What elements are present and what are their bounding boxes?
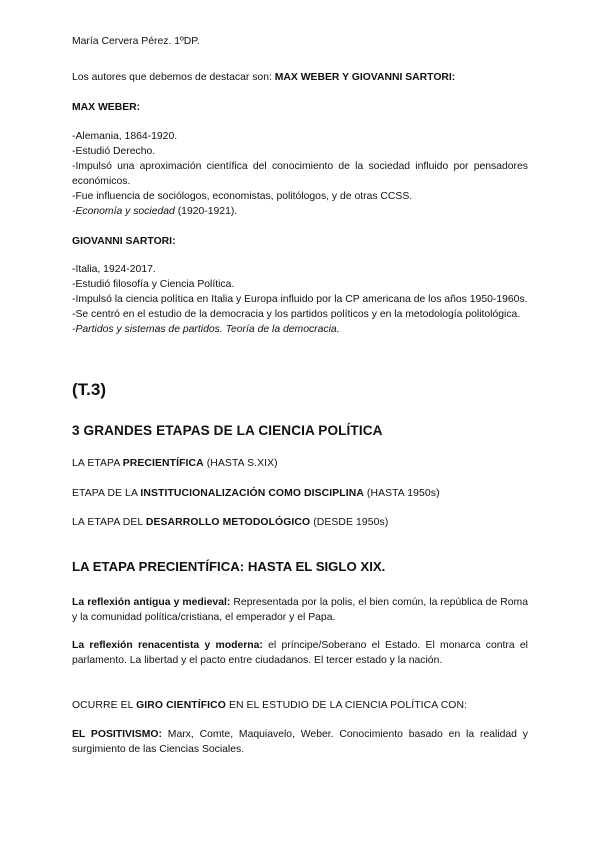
paragraph-body: el príncipe/Soberano el Estado. El monarca contra el parlamento. La libertad y el pacto entre ciudadanos. El tercer estado y la nación.	[72, 640, 528, 666]
sartori-item: -Italia, 1924-2017.	[72, 264, 156, 275]
paragraph-renacentista	[72, 638, 528, 668]
paragraph-body: Representada por la polis, el bien común, la república de Roma y la comunidad política/cristiana, el emperador y el Papa.	[72, 597, 528, 623]
stage-item	[72, 456, 528, 471]
intro-authors: MAX WEBER Y GIOVANNI SARTORI:	[274, 72, 456, 83]
paragraph-lead: EL POSITIVISMO:	[72, 729, 162, 740]
stage-item	[72, 486, 528, 501]
stage-prefix: ETAPA DE LA	[72, 488, 141, 499]
weber-work-title: -Economía y sociedad	[72, 206, 175, 217]
stage-period: (HASTA 1950s)	[363, 488, 440, 499]
weber-item: -Impulsó una aproximación científica del conocimiento de la sociedad influido por pensadores económicos.	[72, 161, 528, 187]
stage-item	[72, 515, 528, 530]
stage-name: INSTITUCIONALIZACIÓN COMO DISCIPLINA	[140, 488, 364, 499]
sartori-item: -Impulsó la ciencia política en Italia y Europa influido por la CP americana de los años 1950-1960s.	[72, 294, 528, 305]
stage-prefix: LA ETAPA DEL	[72, 517, 146, 528]
section-heading: LA ETAPA PRECIENTÍFICA: HASTA EL SIGLO XIX.	[72, 559, 386, 574]
intro-line	[72, 70, 528, 85]
weber-item: -Alemania, 1864-1920.	[72, 131, 178, 142]
stage-prefix: LA ETAPA	[72, 458, 123, 469]
weber-item	[72, 204, 528, 219]
sartori-list	[72, 262, 528, 337]
intro-text: Los autores que debemos de destacar son:	[72, 72, 275, 83]
paragraph-antigua	[72, 595, 528, 625]
weber-work-years: (1920-1921).	[174, 206, 238, 217]
giro-suffix: EN EL ESTUDIO DE LA CIENCIA POLÍTICA CON:	[225, 700, 468, 711]
weber-heading: MAX WEBER:	[72, 102, 141, 113]
stage-name: DESARROLLO METODOLÓGICO	[145, 517, 311, 528]
sartori-item: -Estudió filosofía y Ciencia Política.	[72, 279, 235, 290]
paragraph-body: Marx, Comte, Maquiavelo, Weber. Conocimiento basado en la realidad y surgimiento de las Ciencias Sociales.	[72, 729, 528, 755]
giro-line	[72, 698, 528, 713]
stage-period: (DESDE 1950s)	[310, 517, 389, 528]
topic-code: (T.3)	[72, 380, 106, 399]
sartori-item: -Se centró en el estudio de la democracia y los partidos políticos y en la metodología politológica.	[72, 309, 521, 320]
stages-heading: 3 GRANDES ETAPAS DE LA CIENCIA POLÍTICA	[72, 423, 383, 438]
paragraph-lead: La reflexión antigua y medieval:	[72, 597, 231, 608]
weber-list	[72, 129, 528, 219]
weber-item: -Fue influencia de sociólogos, economistas, politólogos, y de otras CCSS.	[72, 191, 413, 202]
author-line: María Cervera Pérez. 1ºDP.	[72, 36, 200, 47]
paragraph-lead: La reflexión renacentista y moderna:	[72, 640, 263, 651]
weber-item: -Estudió Derecho.	[72, 146, 156, 157]
sartori-works: -Partidos y sistemas de partidos. Teoría de la democracia.	[72, 324, 340, 335]
sartori-heading: GIOVANNI SARTORI:	[72, 236, 176, 247]
stage-period: (HASTA S.XIX)	[203, 458, 278, 469]
stage-name: PRECIENTÍFICA	[122, 458, 204, 469]
giro-prefix: OCURRE EL	[72, 700, 137, 711]
giro-term: GIRO CIENTÍFICO	[136, 700, 226, 711]
paragraph-positivismo	[72, 727, 528, 757]
